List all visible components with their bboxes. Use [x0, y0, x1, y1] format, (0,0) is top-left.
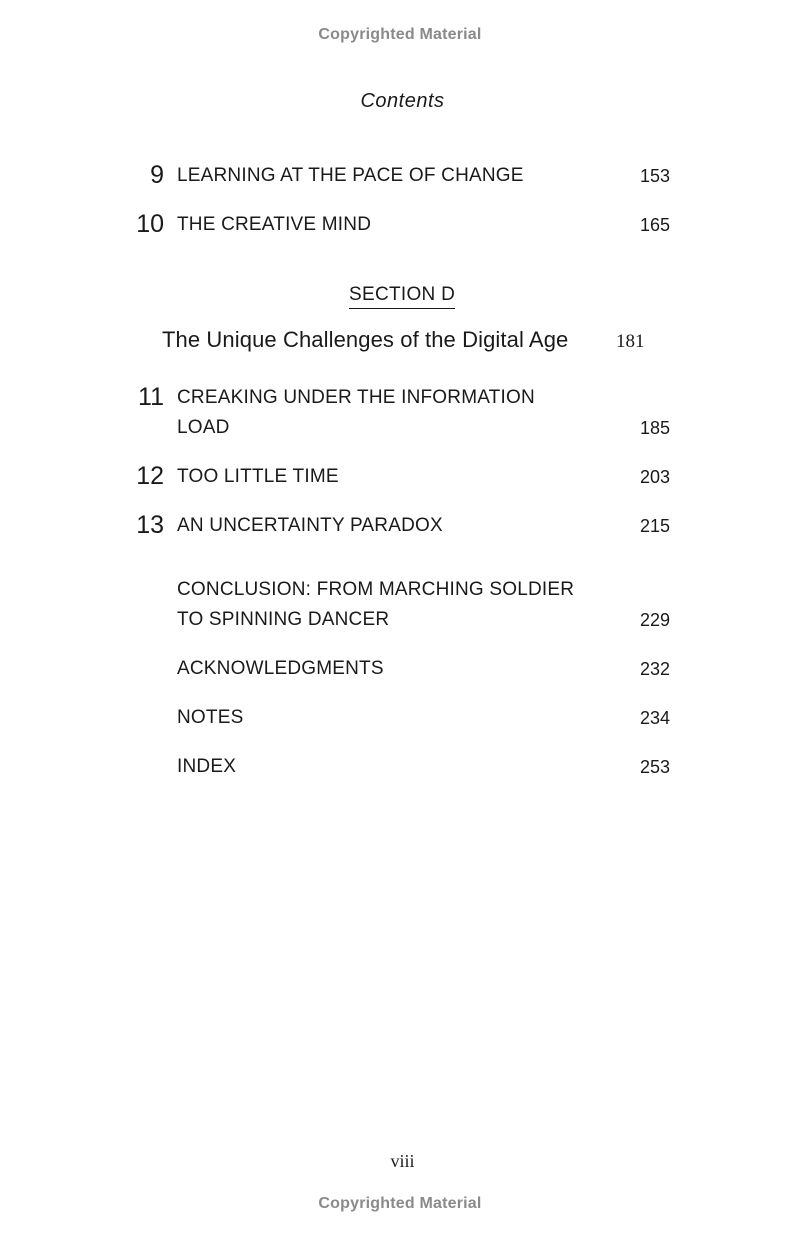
chapter-number: 12: [136, 462, 164, 490]
entry-title-line-1: CONCLUSION: FROM MARCHING SOLDIER: [177, 579, 575, 600]
entry-title: INDEX: [177, 756, 237, 777]
page-number: 232: [639, 659, 670, 679]
page-number: 234: [639, 708, 670, 728]
section-page-number: 181: [616, 331, 645, 352]
entry-title: NOTES: [177, 707, 244, 728]
copyright-watermark-bottom: Copyrighted Material: [318, 1195, 482, 1212]
chapter-title: AN UNCERTAINTY PARADOX: [177, 515, 443, 536]
page-number: 165: [639, 215, 670, 235]
page-number: 215: [639, 516, 670, 536]
copyright-watermark-top: Copyrighted Material: [318, 26, 482, 43]
page-number: 229: [639, 610, 670, 630]
page-number: 203: [639, 467, 670, 487]
chapter-title: LEARNING AT THE PACE OF CHANGE: [177, 165, 524, 186]
page-number: 153: [639, 166, 670, 186]
entry-title-line-2: TO SPINNING DANCER: [177, 609, 390, 630]
chapter-title: THE CREATIVE MIND: [177, 214, 372, 235]
page-folio: viii: [390, 1151, 415, 1171]
page-number: 185: [639, 418, 670, 438]
page-number: 253: [639, 757, 670, 777]
chapter-number: 13: [136, 511, 164, 539]
contents-heading: Contents: [360, 90, 445, 112]
chapter-title-line-1: CREAKING UNDER THE INFORMATION: [177, 387, 535, 408]
section-title[interactable]: The Unique Challenges of the Digital Age: [162, 327, 569, 352]
chapter-number: 9: [150, 161, 164, 189]
chapter-number: 11: [138, 383, 164, 411]
section-label: SECTION D: [349, 284, 455, 309]
entry-title: ACKNOWLEDGMENTS: [177, 658, 384, 679]
chapter-title-line-2: LOAD: [177, 417, 230, 438]
chapter-title: TOO LITTLE TIME: [177, 466, 339, 487]
chapter-number: 10: [136, 210, 164, 238]
